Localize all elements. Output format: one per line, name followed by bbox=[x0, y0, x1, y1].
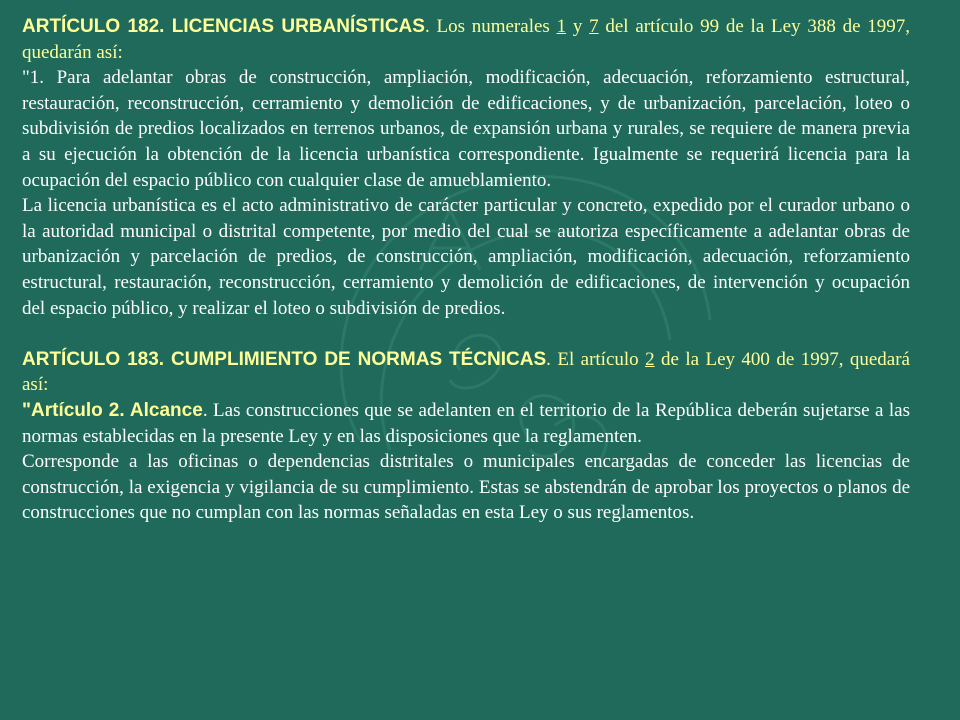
articulo-2-link[interactable]: 2 bbox=[645, 348, 655, 370]
article-182-paragraph-1: "1. Para adelantar obras de construcción, ampliación, modificación, adecuación, reforzamiento estructural, restauración, reconstrucción, cerramiento y demolición de edificaciones, y de urbanización, parcelación, loteo o subdivisión de predios localizados en terrenos urbanos, de expansión urbana y rurales, se requiere de manera previa a su ejecución la obtención de la licencia urbanística correspondiente. Igualmente se requerirá licencia para la ocupación del espacio público con cualquier clase de amueblamiento. bbox=[22, 67, 910, 191]
article-183-intro: ARTÍCULO 183. CUMPLIMIENTO DE NORMAS TÉCNICAS. El artículo 2 de la Ley 400 de 1997, quedará así: bbox=[22, 348, 910, 396]
numeral-1-link[interactable]: 1 bbox=[556, 16, 567, 37]
article-183-paragraph-1: "Artículo 2. Alcance. Las construcciones que se adelanten en el territorio de la República deberán sujetarse a las normas establecidas en la presente Ley y en las disposiciones que la reglamenten. bbox=[22, 399, 910, 447]
article-182-paragraph-2: La licencia urbanística es el acto administrativo de carácter particular y concreto, expedido por el curador urbano o la autoridad municipal o distrital competente, por medio del cual se autoriza específicamente a adelantar obras de urbanización y parcelación de predios, de construcción, ampliación, modificación, adecuación, reforzamiento estructural, restauración, reconstrucción, cerramiento y demolición de edificaciones, de intervención y ocupación del espacio público, y realizar el loteo o subdivisión de predios. bbox=[22, 195, 910, 319]
numeral-7-link[interactable]: 7 bbox=[589, 16, 599, 37]
section-gap bbox=[22, 321, 910, 347]
article-183-paragraph-2: Corresponde a las oficinas o dependencias distritales o municipales encargadas de conceder las licencias de construcción, la exigencia y vigilancia de su cumplimiento. Estas se abstendrán de aprobar los proyectos o planos de construcciones que no cumplan con las normas señaladas en esta Ley o sus reglamentos. bbox=[22, 451, 910, 524]
slide-content bbox=[22, 14, 910, 526]
article-183-heading: ARTÍCULO 183. CUMPLIMIENTO DE NORMAS TÉCNICAS bbox=[22, 348, 547, 370]
article-182-intro: ARTÍCULO 182. LICENCIAS URBANÍSTICAS. Los numerales 1 y 7 del artículo 99 de la Ley 388 de 1997, quedarán así: bbox=[22, 16, 911, 63]
article-182-heading: ARTÍCULO 182. LICENCIAS URBANÍSTICAS bbox=[22, 16, 425, 37]
article-183-subheading: "Artículo 2. Alcance bbox=[22, 399, 203, 421]
